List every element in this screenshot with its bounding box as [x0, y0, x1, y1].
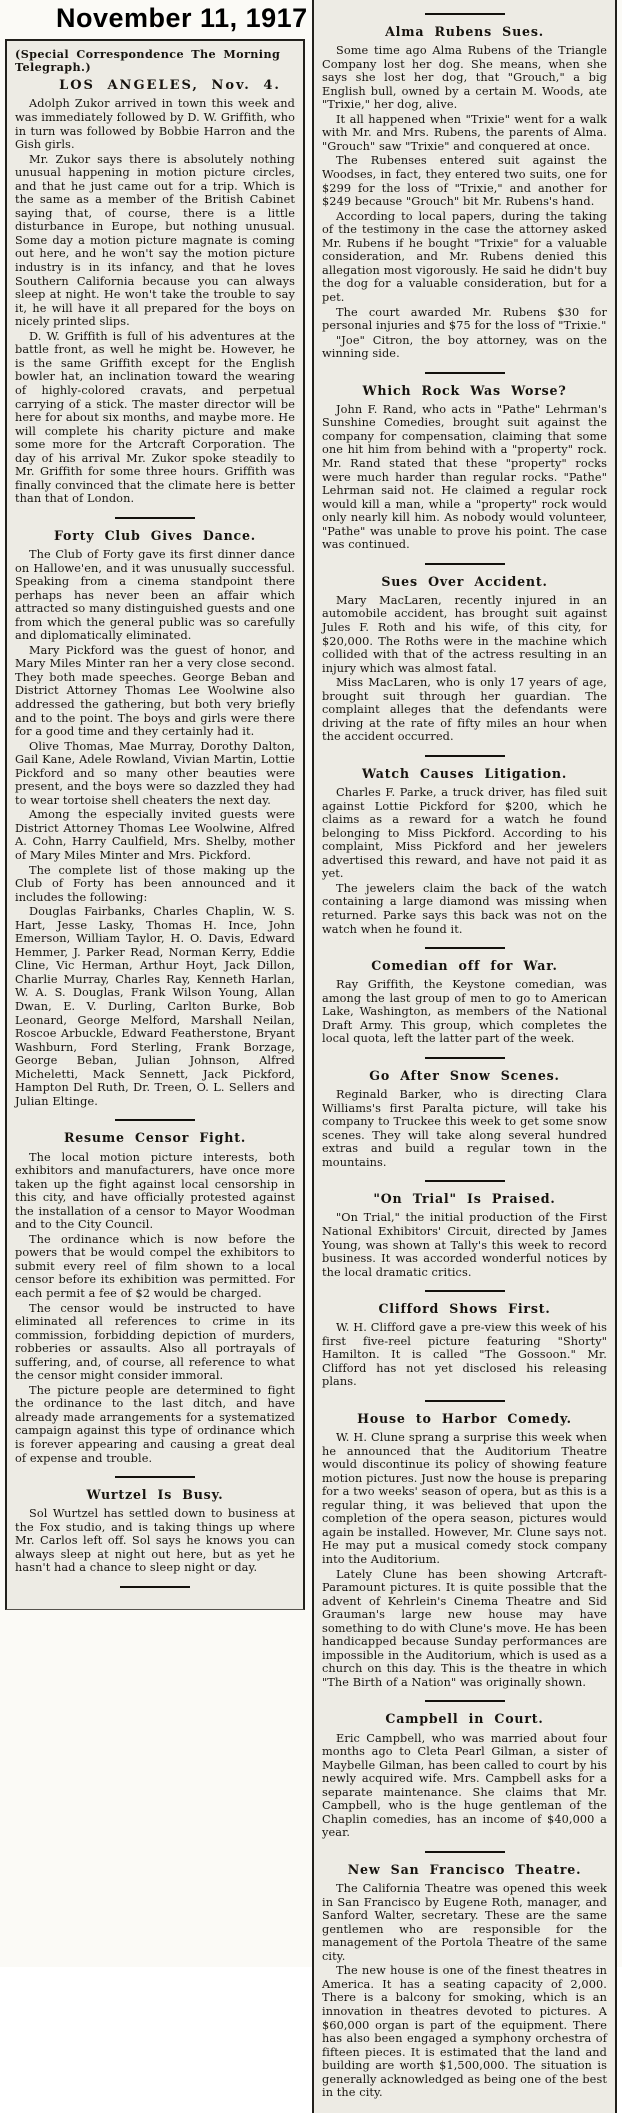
right-articles [322, 13, 607, 2100]
article-paragraph: Miss MacLaren, who is only 17 years of age, brought suit through her guardian. The complaint alleges that the defendants were driving at the rate of fifty miles an hour when the accident occurred. [322, 676, 607, 744]
article-heading: Sues Over Accident. [381, 573, 548, 589]
article-paragraph: Among the especially invited guests were District Attorney Thomas Lee Woolwine, Alfred A. Cohn, Harry Caulfield, Mrs. Shelby, mother of Mary Miles Minter and Mrs. Pickford. [15, 808, 295, 863]
article-paragraph: Mary Pickford was the guest of honor, and Mary Miles Minter ran her a very close second. They both made speeches. George Beban and District Attorney Thomas Lee Woolwine also addressed the gathering, but both very briefly and to the point. The boys and girls were there for a good time and they certainly had it. [15, 643, 295, 739]
section-divider-rule [425, 947, 505, 949]
article-paragraph: W. H. Clifford gave a pre-view this week of his first five-reel picture featuring "Shorty" Hamilton. It is called "The Gossoon." Mr. Clifford has not yet disclosed his releasing plans. [322, 1321, 607, 1389]
article-paragraph: D. W. Griffith is full of his adventures at the battle front, as well he might be. However, he is the same Griffith except for the English bowler hat, an inclination toward the wearing of highly-colored cravats, and perpetual carrying of a stick. The master director will be here for about six months, and maybe more. He will complete his charity picture and make some more for the Artcraft Corporation. The day of his arrival Mr. Zukor spoke steadily to Mr. Griffith for some three hours. Griffith was finally convinced that the climate here is better than that of London. [15, 329, 295, 506]
section-divider-rule [425, 1180, 505, 1182]
section-divider-rule [425, 755, 505, 757]
section-divider-rule [425, 1700, 505, 1702]
article-paragraph: Mary MacLaren, recently injured in an automobile accident, has brought suit against Jules F. Roth and his wife, of this city, for $20,000. The Roths were in the machine which collided with that of the actress resulting in an injury which was almost fatal. [322, 593, 607, 675]
article-paragraph: The Club of Forty gave its first dinner dance on Hallowe'en, and it was unusually successful. Speaking from a cinema standpoint there perhaps has never been an affair which attracted so many distinguished guests and one from which the general public was so carefully and diplomatically eliminated. [15, 547, 295, 643]
article-paragraph: The court awarded Mr. Rubens $30 for personal injuries and $75 for the loss of "Trixie." [322, 305, 607, 333]
right-column [312, 0, 617, 2113]
article-heading: Resume Censor Fight. [63, 1130, 247, 1146]
article-paragraph: According to local papers, during the taking of the testimony in the case the attorney asked Mr. Rubens if he bought "Trixie" for a valuable consideration, and Mr. Rubens denied this allegation most vigorously. He said he didn't buy the dog for a valuable consideration, but for a pet. [322, 209, 607, 304]
article-paragraph: Lately Clune has been showing Artcraft-Paramount pictures. It is quite possible that the advent of Kehrlein's Cinema Theatre and Sid Grauman's large new house may have something to do with Clune's move. He has been handicapped because Sunday performances are impossible in the Auditorium, which is used as a church on this day. This is the theatre in which "The Birth of a Nation" was originally shown. [322, 1567, 607, 1689]
dateline: LOS ANGELES, Nov. 4. [59, 77, 281, 93]
credit-line: (Special Correspondence The Morning Telegraph.) [15, 47, 281, 75]
section-divider-rule [115, 1119, 195, 1121]
article-heading: Campbell in Court. [385, 1711, 544, 1727]
section-divider-rule [425, 563, 505, 565]
left-column-stack [0, 0, 308, 1610]
article-heading: Wurtzel Is Busy. [86, 1487, 224, 1503]
article-paragraph: The ordinance which is now before the powers that be would compel the exhibitors to submit every reel of film shown to a local censor before its exhibition was permitted. For each permit a fee of $2 would be charged. [15, 1232, 295, 1300]
article-heading: Alma Rubens Sues. [385, 24, 544, 39]
left-column [5, 39, 305, 1610]
article-heading: Which Rock Was Worse? [362, 382, 567, 398]
article-heading: Clifford Shows First. [378, 1301, 551, 1317]
section-divider-rule [425, 1851, 505, 1853]
article-paragraph: Mr. Zukor says there is absolutely nothing unusual happening in motion picture circles, and that he just came out for a trip. Which is the same as a member of the British Cabinet saying that, of course, there is a little disturbance in Europe, but nothing unusual. Some day a motion picture magnate is coming out here, and he won't say the motion picture industry is in its infancy, and that he loves Southern California because you can always sleep at night. He won't take the trouble to say it, he will have it all prepared for the boys on nicely printed slips. [15, 152, 295, 329]
article-paragraph: Ray Griffith, the Keystone comedian, was among the last group of men to go to American Lake, Washington, as members of the National Draft Army. This group, which completes the local quota, left the latter part of the week. [322, 978, 607, 1046]
page-date-title: November 11, 1917 [56, 3, 308, 33]
article-paragraph: Reginald Barker, who is directing Clara Williams's first Paralta picture, will take his company to Truckee this week to get some snow scenes. They will take along several hundred extras and build a regular town in the mountains. [322, 1088, 607, 1169]
article-heading: Forty Club Gives Dance. [53, 527, 256, 543]
article-paragraph: Some time ago Alma Rubens of the Triangle Company lost her dog. She means, when she says she lost her dog, that "Grouch," a big English bull, owned by a certain M. Woods, ate "Trixie," her dog, alive. [322, 44, 607, 112]
article-heading: "On Trial" Is Praised. [373, 1191, 556, 1207]
article-paragraph: It all happened when "Trixie" went for a walk with Mr. and Mrs. Rubens, the parents of Alma. "Grouch" saw "Trixie" and conquered at once. [322, 112, 607, 153]
article-heading: Comedian off for War. [371, 958, 558, 974]
article-heading: Go After Snow Scenes. [369, 1067, 560, 1083]
article-paragraph: The new house is one of the finest theatres in America. It has a seating capacity of 2,000. There is a balcony for smoking, which is an innovation in theatres devoted to pictures. A $60,000 organ is part of the equipment. There has also been engaged a symphony orchestra of fifteen pieces. It is estimated that the land and building are worth $1,500,000. The situation is generally acknowledged as being one of the best in the city. [322, 1964, 607, 2100]
section-divider-rule [115, 1476, 195, 1478]
section-divider-rule [425, 372, 505, 374]
article-heading: New San Francisco Theatre. [347, 1861, 582, 1877]
article-paragraph: The local motion picture interests, both exhibitors and manufacturers, have once more taken up the fight against local censorship in this city, and have officially protested against the installation of a censor to Mayor Woodman and to the City Council. [15, 1150, 295, 1232]
left-articles [15, 97, 295, 1574]
article-paragraph: The censor would be instructed to have eliminated all references to crime in its commission, forbidding depiction of murders, robberies or assaults. Also all portrayals of suffering, and, of course, all reference to what the censor might consider immoral. [15, 1301, 295, 1383]
section-divider-rule [425, 1290, 505, 1292]
article-paragraph: The California Theatre was opened this week in San Francisco by Eugene Roth, manager, and Sanford Walter, secretary. These are the same gentlemen who are responsible for the management of the Portola Theatre of the same city. [322, 1882, 607, 1963]
article-paragraph: W. H. Clune sprang a surprise this week when he announced that the Auditorium Theatre would discontinue its policy of showing feature motion pictures. Just now the house is preparing for a two weeks' season of opera, but as this is a regular thing, it was believed that upon the completion of the opera season, pictures would again be installed. However, Mr. Clune says not. He may put a musical comedy stock company into the Auditorium. [322, 1431, 607, 1567]
section-divider-rule [115, 517, 195, 519]
article-paragraph: The Rubenses entered suit against the Woodses, in fact, they entered two suits, one for $299 for the loss of "Trixie," and another for $249 because "Grouch" bit Mr. Rubens's hand. [322, 154, 607, 209]
section-divider-rule [425, 1400, 505, 1402]
article-paragraph: The picture people are determined to fight the ordinance to the last ditch, and have already made arrangements for a systematized campaign against this type of ordinance which is forever appearing and causing a great deal of expense and trouble. [15, 1383, 295, 1465]
article-paragraph: The complete list of those making up the Club of Forty has been announced and it includes the following: [15, 863, 295, 904]
article-paragraph: Sol Wurtzel has settled down to business at the Fox studio, and is taking things up where Mr. Carlos left off. Sol says he knows you can always sleep at night out here, but as yet he hasn't had a chance to sleep night or day. [15, 1507, 295, 1575]
article-paragraph: "Joe" Citron, the boy attorney, was on the winning side. [322, 333, 607, 361]
end-divider-rule [120, 1586, 190, 1588]
article-paragraph: Eric Campbell, who was married about four months ago to Cleta Pearl Gilman, a sister of Maybelle Gilman, has been called to court by his newly acquired wife. Mrs. Campbell asks for a separate maintenance. She claims that Mr. Campbell, who is the huge gentleman of the Chaplin comedies, has an income of $40,000 a year. [322, 1731, 607, 1840]
article-paragraph: The jewelers claim the back of the watch containing a large diamond was missing when returned. Parke says this back was not on the watch when he found it. [322, 881, 607, 936]
article-paragraph: "On Trial," the initial production of the First National Exhibitors' Circuit, directed by James Young, was shown at Tally's this week to record business. It was accorded wonderful notices by the local dramatic critics. [322, 1211, 607, 1279]
article-heading: Watch Causes Litigation. [361, 765, 568, 781]
article-paragraph: Douglas Fairbanks, Charles Chaplin, W. S. Hart, Jesse Lasky, Thomas H. Ince, John Emerson, William Taylor, H. O. Davis, Edward Hemmer, J. Parker Read, Norman Kerry, Eddie Cline, Vic Herman, Arthur Hoyt, Jack Dillon, Charlie Murray, Charles Ray, Kenneth Harlan, W. A. S. Douglas, Frank Wilson Young, Allan Dwan, E. V. Durling, Carlton Burke, Bob Leonard, George Melford, Marshall Neilan, Roscoe Arbuckle, Edward Featherstone, Bryant Washburn, Ford Sterling, Frank Borzage, George Beban, Julian Johnson, Alfred Micheletti, Mack Sennett, Jack Pickford, Hampton Del Ruth, Dr. Treen, O. L. Sellers and Julian Eltinge. [15, 905, 295, 1108]
article-paragraph: Charles F. Parke, a truck driver, has filed suit against Lottie Pickford for $200, which he claims as a reward for a watch he found belonging to Miss Pickford. According to his complaint, Miss Pickford and her jewelers advertised this reward, and have not paid it as yet. [322, 786, 607, 881]
article-heading: House to Harbor Comedy. [357, 1410, 572, 1426]
article-paragraph: Olive Thomas, Mae Murray, Dorothy Dalton, Gail Kane, Adele Rowland, Vivian Martin, Lottie Pickford and so many other beauties were present, and the boys were so dazzled they had to wear tortoise shell cheaters the next day. [15, 739, 295, 807]
section-divider-rule [425, 13, 505, 15]
article-paragraph: John F. Rand, who acts in "Pathe" Lehrman's Sunshine Comedies, brought suit against the company for compensation, claiming that some one hit him from behind with a "property" rock. Mr. Rand stated that these "property" rocks were much harder than regular rocks. "Pathe" Lehrman said not. He claimed a regular rock would kill a man, while a "property" rock would only nearly kill him. As nobody would volunteer, "Pathe" was unable to prove his point. The case was continued. [322, 402, 607, 552]
section-divider-rule [425, 1057, 505, 1059]
article-paragraph: Adolph Zukor arrived in town this week and was immediately followed by D. W. Griffith, who in turn was followed by Bobbie Harron and the Gish girls. [15, 97, 295, 152]
